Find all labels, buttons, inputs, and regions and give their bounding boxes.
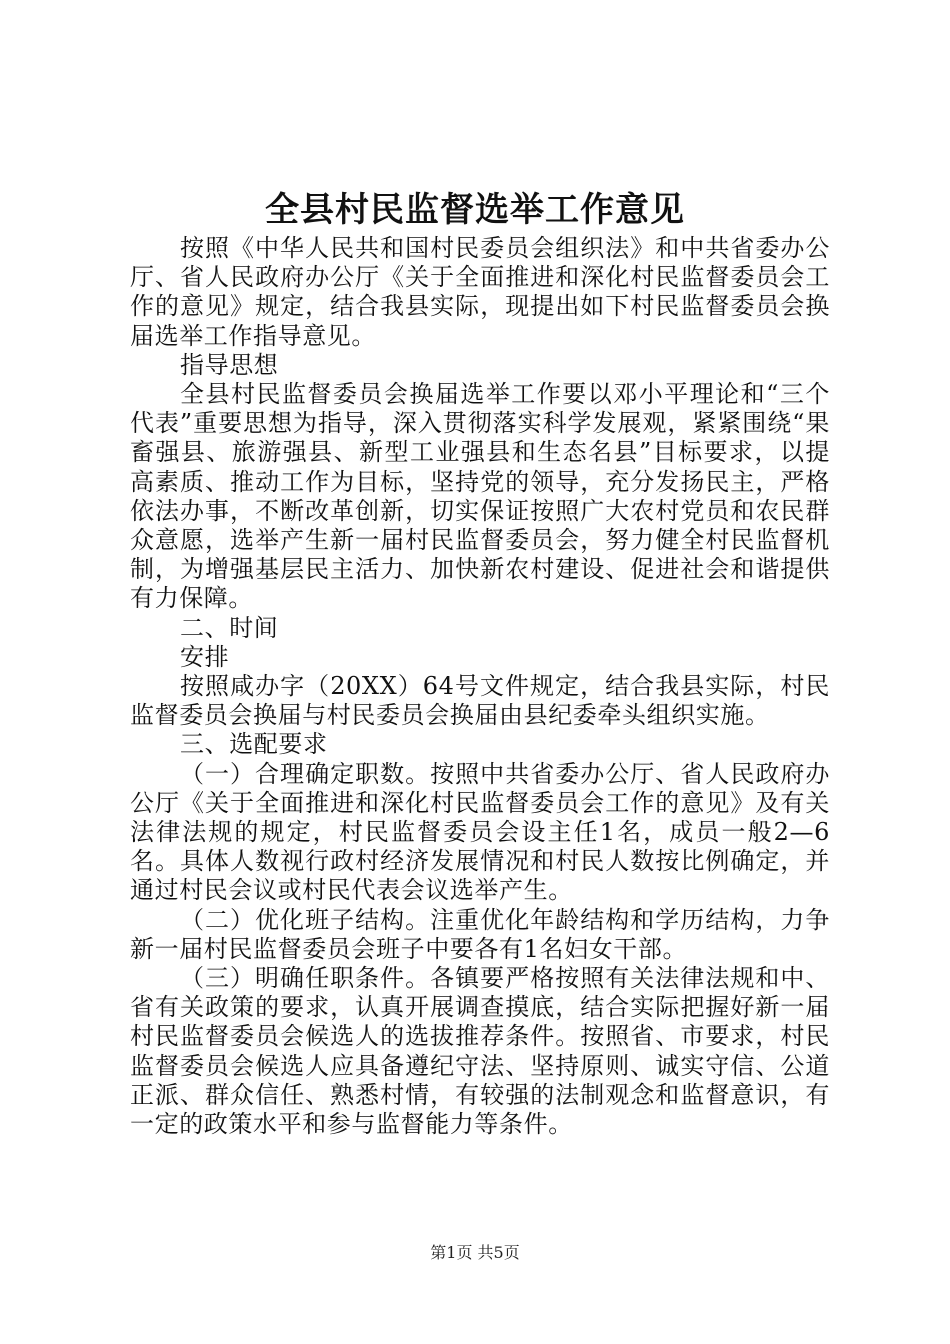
- section-heading-arrangement: 安排: [180, 642, 230, 671]
- page-footer: 第1页 共5页: [430, 1243, 520, 1262]
- section-heading-time: 二、时间: [180, 613, 279, 642]
- section-heading-requirements: 三、选配要求: [180, 730, 328, 759]
- requirement-item-3: （三）明确任职条件。各镇要严格按照有关法律法规和中、省有关政策的要求，认真开展调查摸底，结合实际把握好新一届村民监督委员会候选人的选拔推荐条件。按照省、市要求，村民监督委员会候选人应具备遵纪守法、坚持原则、诚实守信、公道正派、群众信任、熟悉村情，有较强的法制观念和监督意识，有一定的政策水平和参与监督能力等条件。: [130, 964, 830, 1139]
- arrangement-paragraph: 按照咸办字（20XX）64号文件规定，结合我县实际，村民监督委员会换届与村民委员会换届由县纪委牵头组织实施。: [130, 672, 830, 730]
- requirement-item-2: （二）优化班子结构。注重优化年龄结构和学历结构，力争新一届村民监督委员会班子中要各有1名妇女干部。: [130, 905, 830, 963]
- section-heading-guiding-ideology: 指导思想: [180, 350, 279, 379]
- document-title: 全县村民监督选举工作意见: [265, 190, 685, 230]
- document-body: [130, 234, 830, 1139]
- requirement-item-1: （一）合理确定职数。按照中共省委办公厅、省人民政府办公厅《关于全面推进和深化村民监督委员会工作的意见》及有关法律法规的规定，村民监督委员会设主任1名，成员一般2—6名。具体人数视行政村经济发展情况和村民人数按比例确定，并通过村民会议或村民代表会议选举产生。: [130, 759, 830, 905]
- intro-paragraph: 按照《中华人民共和国村民委员会组织法》和中共省委办公厅、省人民政府办公厅《关于全面推进和深化村民监督委员会工作的意见》规定，结合我县实际，现提出如下村民监督委员会换届选举工作指导意见。: [130, 234, 830, 350]
- guiding-ideology-paragraph: 全县村民监督委员会换届选举工作要以邓小平理论和“三个代表”重要思想为指导，深入贯彻落实科学发展观，紧紧围绕“果畜强县、旅游强县、新型工业强县和生态名县”目标要求，以提高素质、推动工作为目标，坚持党的领导，充分发扬民主，严格依法办事，不断改革创新，切实保证按照广大农村党员和农民群众意愿，选举产生新一届村民监督委员会，努力健全村民监督机制，为增强基层民主活力、加快新农村建设、促进社会和谐提供有力保障。: [130, 380, 830, 613]
